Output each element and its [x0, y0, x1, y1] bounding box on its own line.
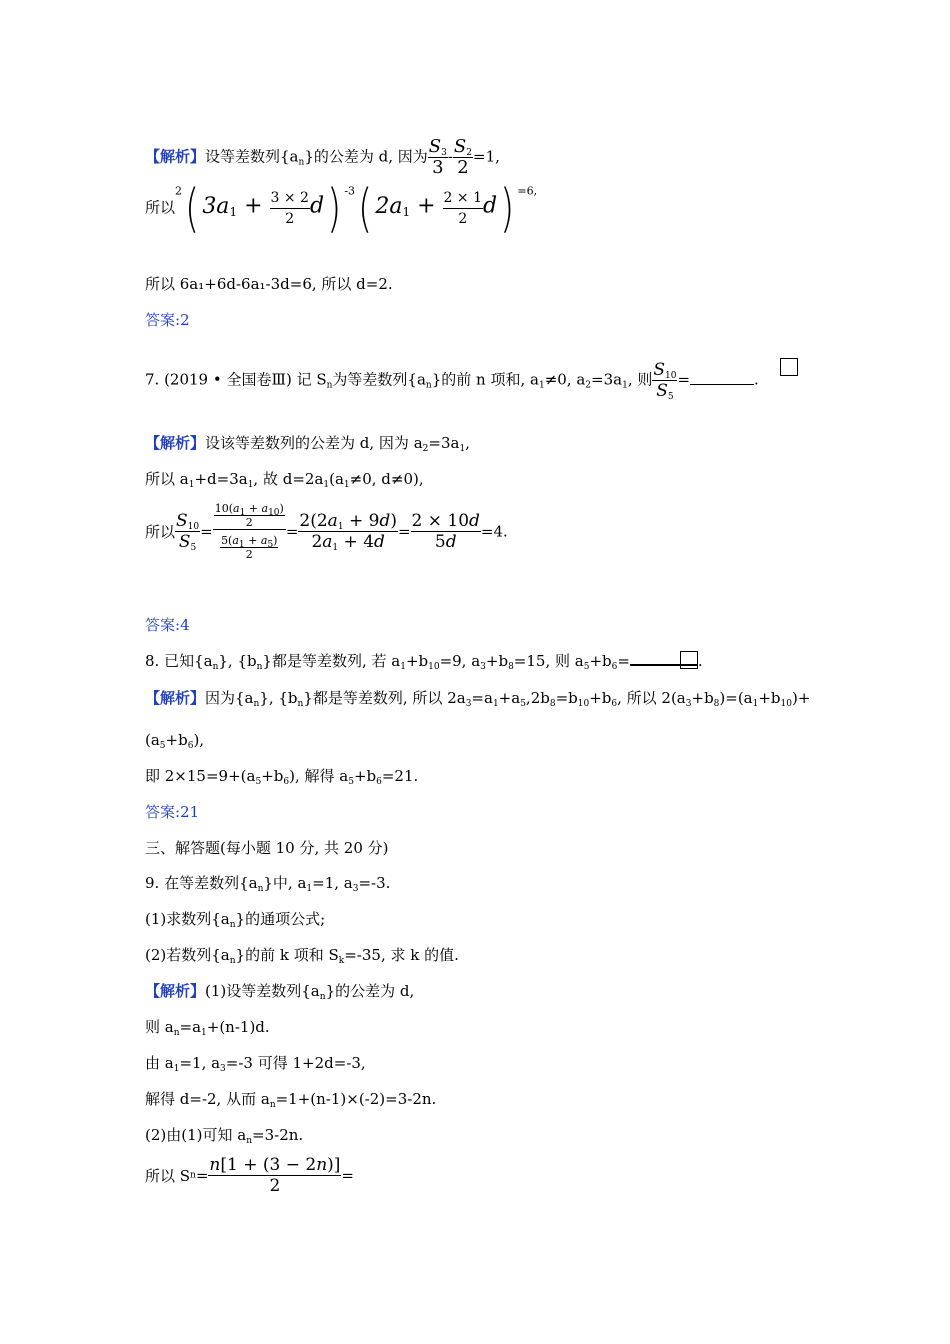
checkbox[interactable] — [780, 358, 798, 376]
q9-solution-line3: 由 $a_1=1$, $a_3=-3$ 可得 1+2d=-3, — [145, 1054, 366, 1074]
q6-solution-line3: 所以 6a₁+6d-6a₁-3d=6, 所以 d=2. — [145, 275, 393, 293]
fraction-sn: $\frac{n[1 + (3 - 2n)]}{2}$ — [209, 1155, 341, 1196]
q7-solution-line3: 所以 $\frac{S_{10}}{S_5}$ = $\frac{\frac{10(a_1 + a_{10})}{2}}{\frac{5(a_1 + a_5)}{2}}$ = $\frac{2(2a_1 + 9d)}{2a_1 + 4d}$ = $\frac{2 \times 10d}{5d}$ =4. — [145, 502, 508, 561]
q8-answer: 答案:21 — [145, 803, 200, 821]
fraction-nested: $\frac{\frac{10(a_1 + a_{10})}{2}}{\frac{5(a_1 + a_5)}{2}}$ — [214, 502, 284, 561]
fraction-2x10d-5d: $\frac{2 \times 10d}{5d}$ — [411, 511, 480, 552]
jiexi-tag: 【解析】 — [145, 147, 206, 166]
q9-solution-line4: 解得 d=-2, 从而 $a_n=1+(n-1)\times(-2)=3-2n$. — [145, 1090, 437, 1110]
q7-solution-line1: 【解析】设该等差数列的公差为 d, 因为 $a_2=3a_1$, — [145, 434, 470, 454]
q6-solution-line1: 【解析】设等差数列$\{a_n\}$的公差为 d, 因为 $\frac{S_3}{3}$ - $\frac{S_2}{2}$ =1, — [145, 136, 500, 178]
q8-solution-line1: 【解析】因为$\{a_n\}$, $\{b_n\}$都是等差数列, 所以 $2a_3=a_1+a_5,2b_8=b_{10}+b_6$, 所以 $2(a_3+b_8)=(a_1+b_{10})+$ — [145, 689, 811, 709]
q9-solution-line2: 则 $a_n=a_1+(n-1)d$. — [145, 1018, 270, 1038]
q8-solution-line2: $(a_5+b_6)$, — [145, 731, 205, 751]
q7-answer: 答案:4 — [145, 616, 190, 634]
fraction-s10-s5-b: $\frac{S_{10}}{S_5}$ — [176, 511, 200, 553]
q9-part1: (1)求数列$\{a_n\}$的通项公式; — [145, 910, 326, 930]
q7-solution-line2: 所以 $a_1+d=3a_1$, 故 $d=2a_1(a_1\ne 0$, d≠0), — [145, 470, 424, 490]
section-heading: 三、解答题(每小题 10 分, 共 20 分) — [145, 839, 389, 857]
q8-solution-line3: 即 $2\times 15=9+(a_5+b_6)$, 解得 $a_5+b_6=21$. — [145, 767, 419, 787]
q9-solution-line6: 所以 Sn= $\frac{n[1 + (3 - 2n)]}{2}$ = — [145, 1155, 354, 1196]
fraction-s3-3: $\frac{S_3}{3}$ — [428, 136, 447, 178]
fraction-2a1-9d: $\frac{2(2a_1 + 9d)}{2a_1 + 4d}$ — [299, 511, 397, 553]
q9-solution-line5: (2)由(1)可知 $a_n=3-2n$. — [145, 1126, 304, 1146]
fraction-s10-s5: $\frac{S_{10}}{S_5}$ — [653, 360, 677, 402]
q8-stem: 8. 已知$\{a_n\}$, $\{b_n\}$都是等差数列, 若 $a_1+b_{10}=9$, $a_3+b_8=15$, 则 $a_5+b_6=$ . — [145, 652, 703, 672]
answer-blank[interactable] — [690, 384, 754, 385]
q9-stem: 9. 在等差数列$\{a_n\}$中, $a_1=1$, $a_3=-3$. — [145, 874, 391, 894]
q9-part2: (2)若数列$\{a_n\}$的前 k 项和 $S_k=-35$, 求 k 的值. — [145, 946, 459, 966]
checkbox[interactable] — [680, 651, 698, 669]
q6-answer: 答案:2 — [145, 311, 190, 329]
q6-solution-line2: 所以$^2$( $3a_1$ + $\frac{3 \times 2}{2}$ d) $^{-3}$( $2a_1$ + $\frac{2 \times 1}{2}$ d) $^{=6,}$ — [145, 178, 538, 239]
fraction-s2-2: $\frac{S_2}{2}$ — [453, 136, 472, 178]
fraction-2x1-2: $\frac{2 \times 1}{2}$ — [443, 190, 482, 227]
q9-solution-line1: 【解析】(1)设等差数列$\{a_n\}$的公差为 d, — [145, 982, 415, 1002]
q7-stem: 7. (2019 • 全国卷Ⅲ) 记 $S_n$为等差数列$\{a_n\}$的前 n 项和, $a_1\ne 0$, $a_2=3a_1$, 则 $\frac{S_{10}}{S_5}$ = . — [145, 360, 759, 402]
fraction-3x2-2: $\frac{3 \times 2}{2}$ — [270, 190, 309, 227]
